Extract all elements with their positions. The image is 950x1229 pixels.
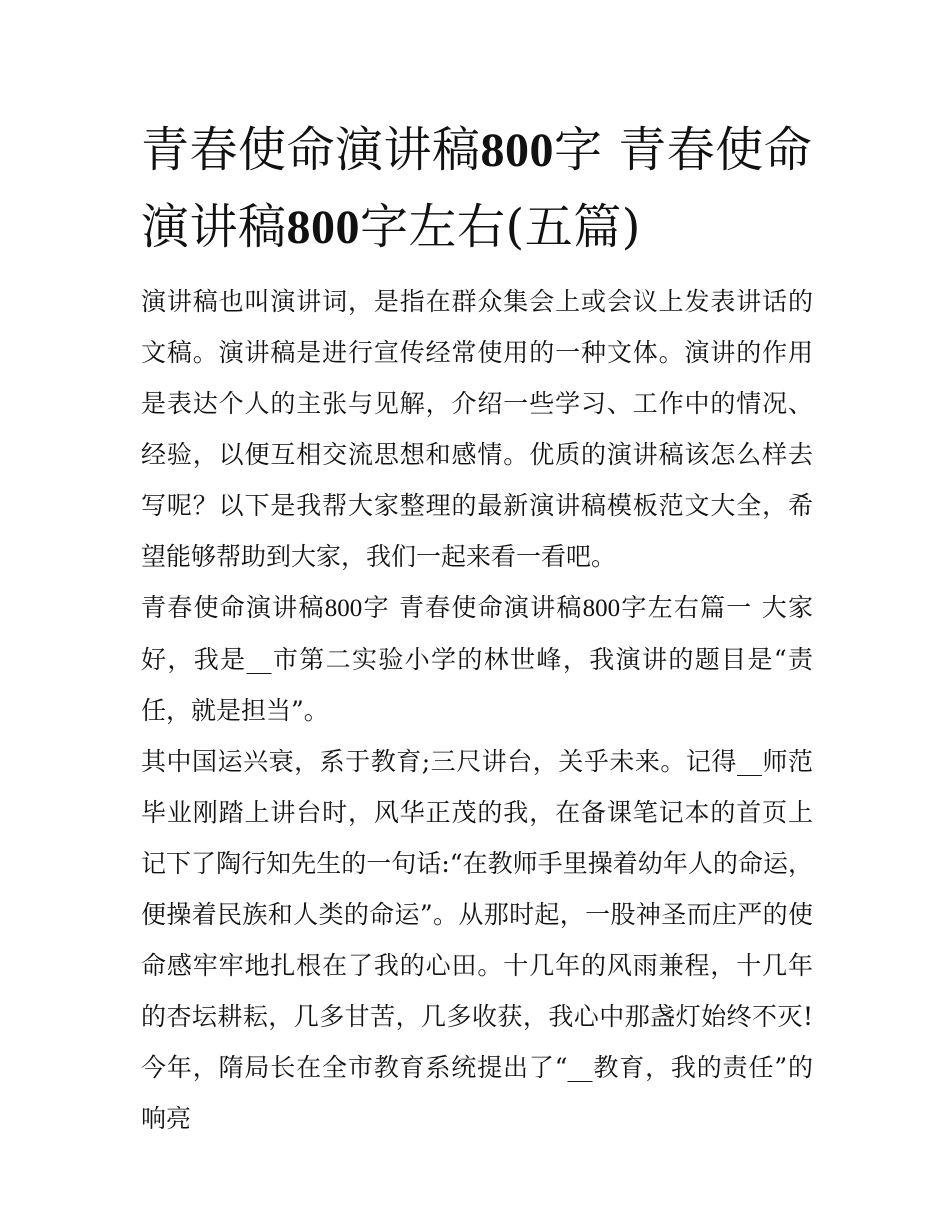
document-content (141, 112, 813, 1144)
intro-paragraph: 演讲稿也叫演讲词，是指在群众集会上或会议上发表讲话的文稿。演讲稿是进行宣传经常使用的一种文体。演讲的作用是表达个人的主张与见解，介绍一些学习、工作中的情况、经验，以便互相交流思想和感情。优质的演讲稿该怎么样去写呢？以下是我帮大家整理的最新演讲稿模板范文大全，希望能够帮助到大家，我们一起来看一看吧。 (141, 287, 813, 571)
body-paragraph: 其中国运兴衰，系于教育;三尺讲台，关乎未来。记得__师范毕业刚踏上讲台时，风华正茂的我，在备课笔记本的首页上记下了陶行知先生的一句话:“在教师手里操着幼年人的命运，便操着民族和人类的命运”。从那时起，一股神圣而庄严的使命感牢牢地扎根在了我的心田。十几年的风雨兼程，十几年的杏坛耕耘，几多甘苦，几多收获，我心中那盏灯始终不灭!今年，隋局长在全市教育系统提出了“__教育，我的责任”的响亮 (141, 747, 813, 1133)
section-one-paragraph: 青春使命演讲稿800字 青春使命演讲稿800字左右篇一 大家好，我是__市第二实验小学的林世峰，我演讲的题目是“责任，就是担当”。 (141, 593, 813, 725)
document-body (141, 276, 813, 1144)
document-title: 青春使命演讲稿800字 青春使命演讲稿800字左右(五篇) (141, 122, 813, 255)
